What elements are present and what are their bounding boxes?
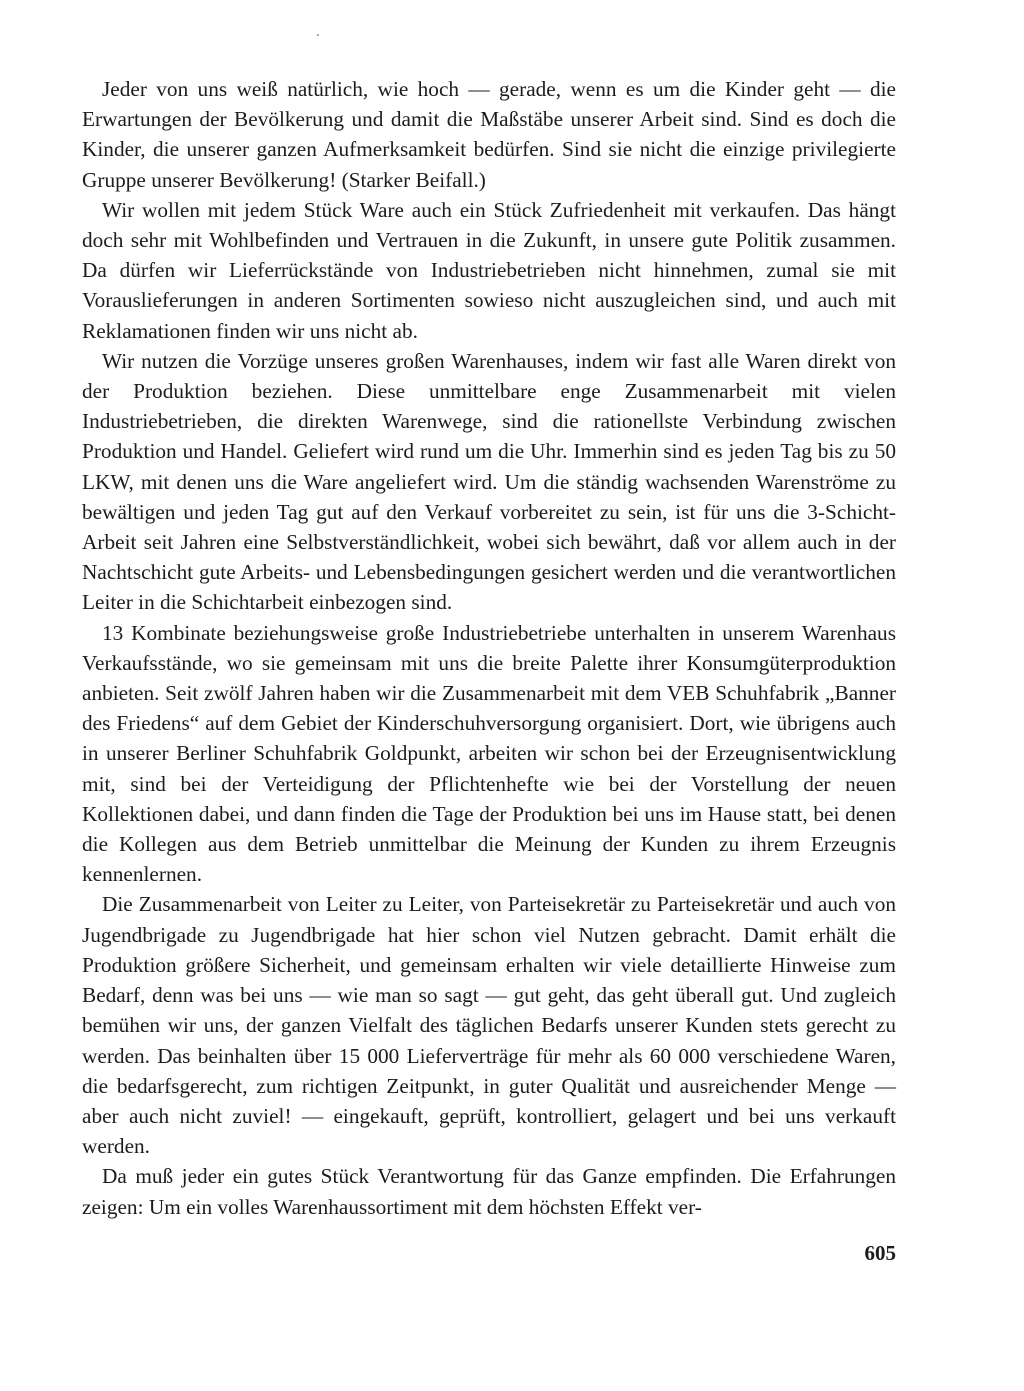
scan-speck: [317, 34, 319, 36]
paragraph-3: Wir nutzen die Vorzüge unseres großen Warenhauses, indem wir fast alle Waren direkt von der Produktion beziehen. Diese unmittelbare enge Zusammenarbeit mit vielen Industriebetrieben, die direkten Warenwege, sind die rationellste Verbindung zwischen Produktion und Handel. Geliefert wird rund um die Uhr. Immerhin sind es jeden Tag bis zu 50 LKW, mit denen uns die Ware angeliefert wird. Um die ständig wachsenden Warenströme zu bewältigen und jeden Tag gut auf den Verkauf vorbereitet zu sein, ist für uns die 3-Schicht-Arbeit seit Jahren eine Selbstverständlichkeit, wobei sich bewährt, daß vor allem auch in der Nachtschicht gute Arbeits- und Lebensbedingungen gesichert werden und die verantwortlichen Leiter in die Schichtarbeit einbezogen sind.: [82, 348, 896, 615]
paragraph-1: Jeder von uns weiß natürlich, wie hoch — gerade, wenn es um die Kinder geht — die Erwartungen der Bevölkerung und damit die Maßstäbe unserer Arbeit sind. Sind es doch die Kinder, die unserer ganzen Aufmerksamkeit bedürfen. Sind sie nicht die einzige privilegierte Gruppe unserer Bevölkerung! (Starker Beifall.): [82, 77, 896, 192]
paragraph-5: Die Zusammenarbeit von Leiter zu Leiter, von Parteisekretär zu Parteisekretär und auch von Jugendbrigade zu Jugendbrigade hat hier schon viel Nutzen gebracht. Damit erhält die Produktion größere Sicherheit, und gemeinsam erhalten wir viele detaillierte Hinweise zum Bedarf, denn was bei uns — wie man so sagt — gut geht, das geht überall gut. Und zugleich bemühen wir uns, der ganzen Vielfalt des täglichen Bedarfs unserer Kunden stets gerecht zu werden. Das beinhalten über 15 000 Lieferverträge für mehr als 60 000 verschiedene Waren, die bedarfsgerecht, zum richtigen Zeitpunkt, in guter Qualität und ausreichender Menge — aber auch nicht zuviel! — eingekauft, geprüft, kontrolliert, gelagert und bei uns verkauft werden.: [82, 892, 896, 1159]
paragraph-4: 13 Kombinate beziehungsweise große Industriebetriebe unterhalten in unserem Warenhaus Verkaufsstände, wo sie gemeinsam mit uns die breite Palette ihrer Konsumgüterproduktion anbieten. Seit zwölf Jahren haben wir die Zusammenarbeit mit dem VEB Schuhfabrik „Banner des Friedens“ auf dem Gebiet der Kinderschuhversorgung organisiert. Dort, wie übrigens auch in unserer Berliner Schuhfabrik Goldpunkt, arbeiten wir schon bei der Erzeugnisentwicklung mit, sind bei der Verteidigung der Pflichtenhefte wie bei der Vorstellung der neuen Kollektionen dabei, und dann finden die Tage der Produktion bei uns im Hause statt, bei denen die Kollegen aus dem Betrieb unmittelbar die Meinung der Kunden zu ihrem Erzeugnis kennenlernen.: [82, 620, 896, 887]
paragraph-2: Wir wollen mit jedem Stück Ware auch ein Stück Zufriedenheit mit verkaufen. Das hängt doch sehr mit Wohlbefinden und Vertrauen in die Zukunft, in unsere gute Politik zusammen. Da dürfen wir Lieferrückstände von Industriebetrieben nicht hinnehmen, zumal sie mit Vorauslieferungen in anderen Sortimenten sowieso nicht auszugleichen sind, und auch mit Reklamationen finden wir uns nicht ab.: [82, 197, 896, 343]
paragraph-6: Da muß jeder ein gutes Stück Verantwortung für das Ganze empfinden. Die Erfahrungen zeigen: Um ein volles Warenhaussortiment mit dem höchsten Effekt ver-: [82, 1164, 896, 1219]
page-number: 605: [864, 1241, 896, 1265]
body-text: [82, 74, 896, 1222]
